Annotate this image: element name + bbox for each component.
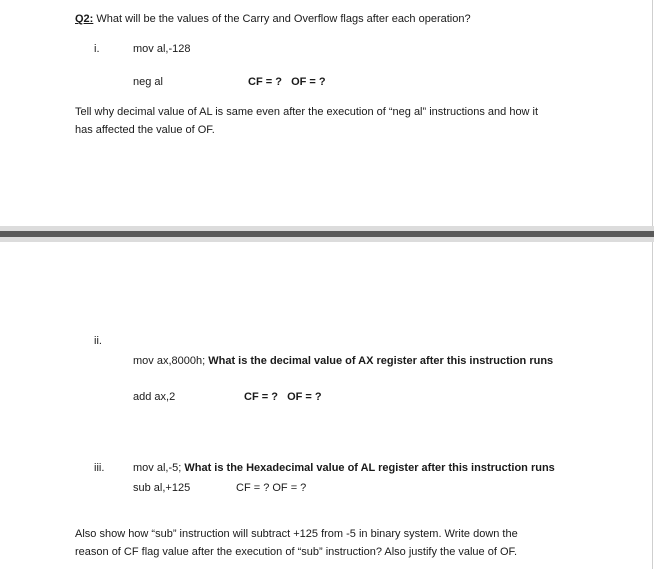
- page-1: [0, 0, 653, 226]
- page-separator: [0, 226, 654, 242]
- question-text: What will be the values of the Carry and Overflow flags after each operation?: [93, 13, 471, 25]
- part-iii-instruction-code: mov al,-5;: [133, 462, 185, 474]
- part-i-explain-line-2: has affected the value of OF.: [75, 124, 215, 136]
- part-iii-explain-line-1: Also show how “sub” instruction will subtract +125 from -5 in binary system. Write down the: [75, 528, 518, 540]
- part-ii-question: What is the decimal value of AX register after this instruction runs: [208, 355, 554, 367]
- question-heading: [75, 12, 471, 26]
- part-i-explain-line-1: Tell why decimal value of AL is same even after the execution of “neg al” instructions and how it: [75, 106, 539, 118]
- part-ii-flags: CF = ? OF = ?: [244, 391, 322, 403]
- part-i-instruction-1: mov al,-128: [133, 43, 191, 55]
- part-ii-number: ii.: [94, 335, 102, 347]
- part-ii-instruction-2: add ax,2: [133, 391, 176, 403]
- page-2: [0, 242, 653, 569]
- part-iii-flags: CF = ? OF = ?: [236, 482, 307, 494]
- page-separator-bar: [0, 231, 654, 237]
- question-label: Q2:: [75, 13, 94, 25]
- part-i-flags: CF = ? OF = ?: [248, 76, 326, 88]
- part-iii-question: What is the Hexadecimal value of AL register after this instruction runs: [184, 462, 555, 474]
- part-iii-instruction-1: [133, 461, 555, 475]
- part-iii-number: iii.: [94, 462, 105, 474]
- part-i-instruction-2: neg al: [133, 76, 163, 88]
- part-ii-instruction-code: mov ax,8000h;: [133, 355, 209, 367]
- part-i-number: i.: [94, 43, 100, 55]
- part-ii-instruction-1: [133, 354, 553, 368]
- part-iii-instruction-2: sub al,+125: [133, 482, 191, 494]
- part-iii-explain-line-2: reason of CF flag value after the execution of “sub” instruction? Also justify the value of OF.: [75, 546, 518, 558]
